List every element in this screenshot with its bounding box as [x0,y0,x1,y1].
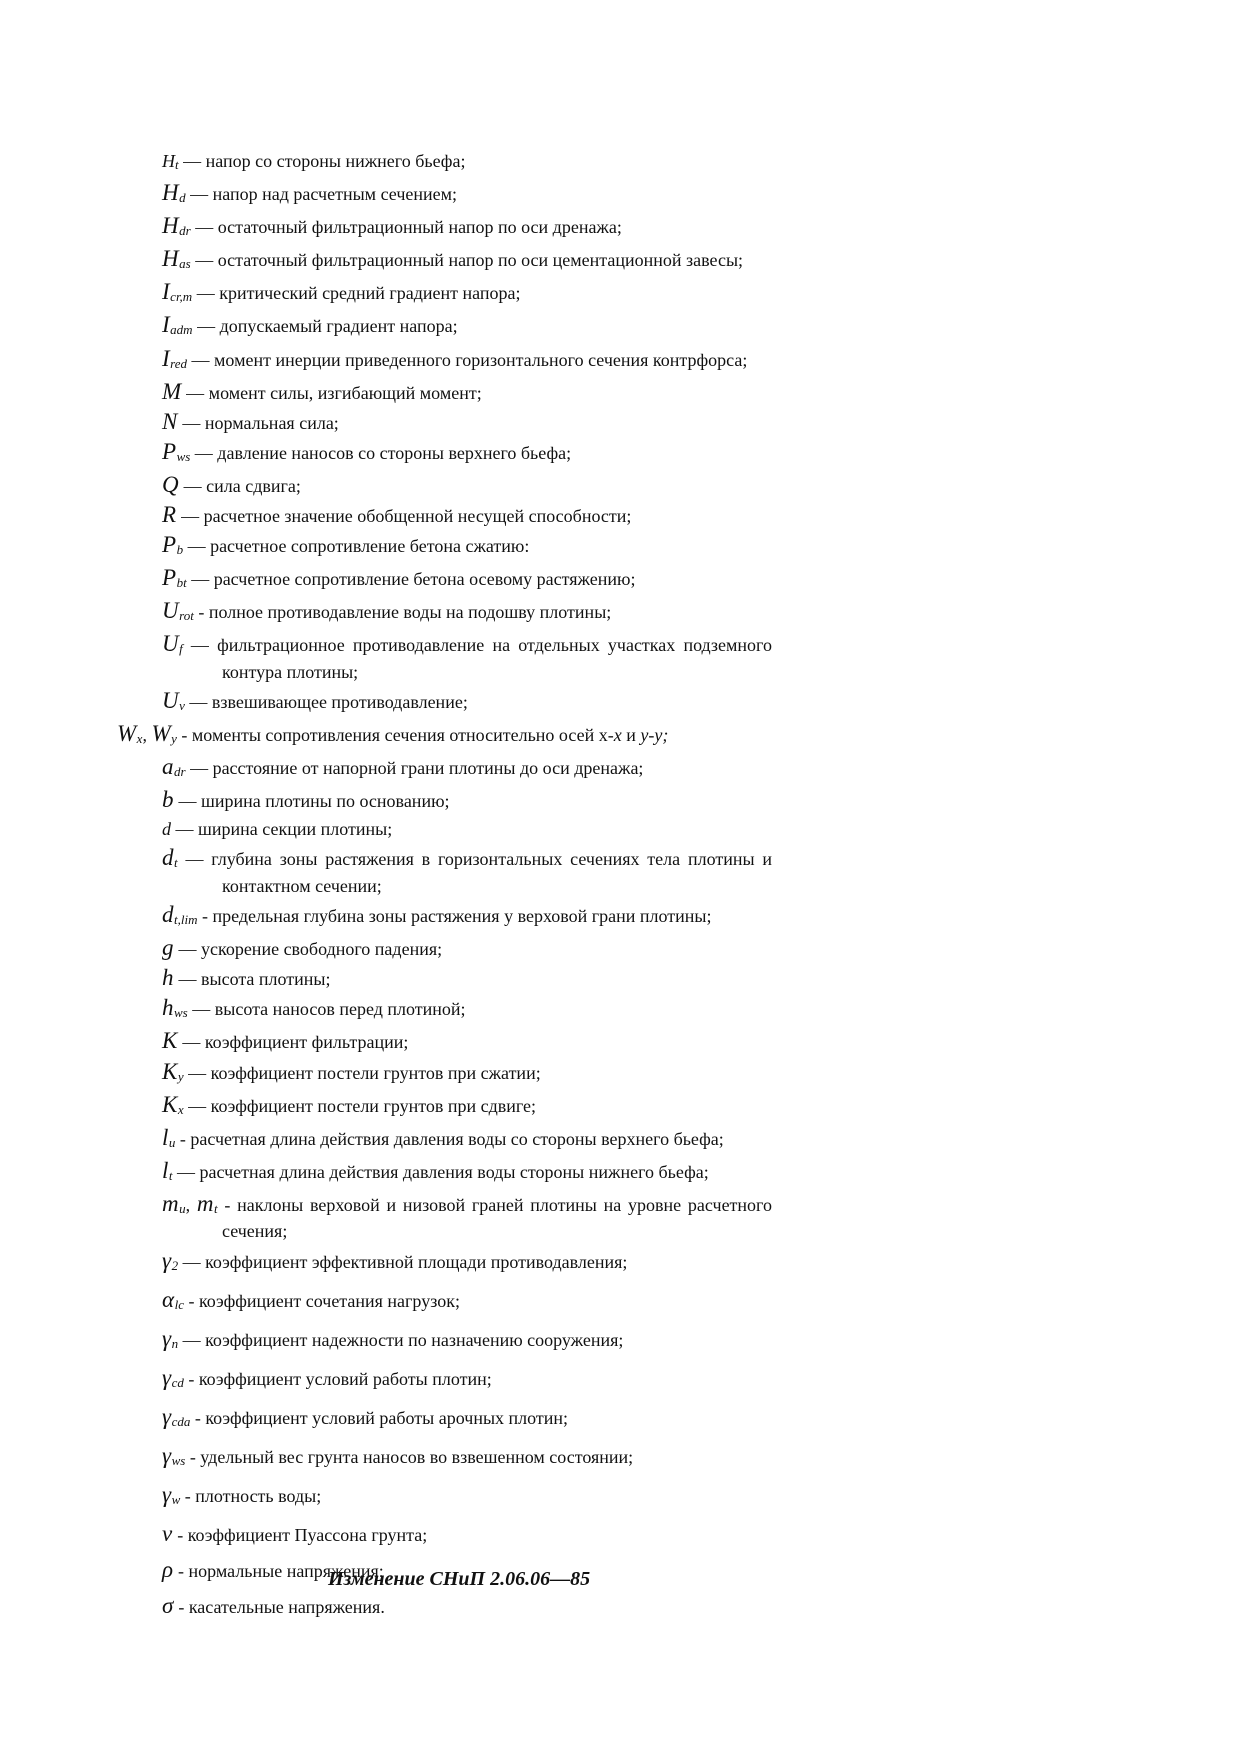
symbol-description: — расчетное значение обобщенной несущей способности; [176,506,632,527]
symbol-subscript: b [176,542,184,558]
symbol-definition-item [162,1126,772,1155]
symbol-description: - расчетная длина действия давления воды со стороны верхнего бьефа; [175,1128,724,1149]
symbol-subscript: cr,m [170,289,193,305]
symbol-subscript: w [171,1491,181,1507]
symbol: Q [162,471,180,497]
symbol: m [162,1190,180,1216]
symbol-subscript: d [179,190,186,206]
symbol-definition-item [162,247,772,276]
axis-dash: - [648,725,655,746]
symbol-description: — коэффициент эффективной площади противодавления; [178,1251,628,1272]
symbol-description: — высота плотины; [174,969,331,990]
symbol-definition-item [162,689,772,718]
symbol: γ [162,1364,172,1390]
symbol-subscript: cd [171,1374,184,1390]
symbol-description: — взвешивающее противодавление; [184,692,468,712]
symbol-subscript: v [179,698,185,713]
symbol-subscript: cda [171,1413,191,1429]
symbol: ρ [162,1556,174,1582]
symbol-definition-item [162,533,772,562]
symbol-description: — высота наносов перед плотиной; [187,999,466,1020]
symbol-definition-item [162,313,772,342]
symbol-definition-item [162,150,772,177]
axis-x: x [613,725,622,746]
symbol-description: — глубина зоны растяжения в горизонтальных сечениях тела плотины и контактном сечении; [177,849,772,896]
symbol-description: — критический средний градиент напора; [192,283,521,304]
symbol-definition-item [162,503,772,529]
symbol: σ [162,1592,174,1618]
symbol-description: - предельная глубина зоны растяжения у верховой грани плотины; [197,906,712,927]
symbol-definition-item [162,380,772,406]
symbol-subscript: t [175,157,179,172]
symbol-subscript: rot [179,608,194,624]
symbol: γ [162,1481,172,1507]
symbol: I [162,345,171,371]
symbol-definition-item [162,936,772,962]
symbol-definition-item [162,903,772,932]
symbol-subscript: n [171,1335,179,1351]
symbol-subscript: ws [176,448,191,464]
symbol: U [162,688,180,713]
symbol-description: - коэффициент условий работы плотин; [183,1368,492,1389]
symbol-subscript: x [136,731,143,747]
symbol-subscript: y [171,731,177,747]
axis-y: y [640,725,649,746]
symbol-description: - моменты сопротивления сечения относительно осей х- [176,725,614,746]
symbol-subscript: dr [179,223,191,239]
symbol: I [162,279,171,305]
symbol-description: — нормальная сила; [177,412,339,433]
symbol: U [162,631,180,657]
symbol-subscript: red [170,355,188,371]
symbol-subscript: u [168,1134,176,1150]
symbol-subscript: y [177,1068,184,1084]
symbol: R [162,502,177,528]
symbol: ν [162,1520,173,1546]
symbol-description: — допускаемый градиент напора; [192,316,458,337]
symbol-description: — давление наносов со стороны верхнего бьефа; [190,442,572,463]
symbol-definition-item [162,473,772,499]
symbol-definition-item [162,1093,772,1122]
symbol-definition-list [117,150,772,1630]
symbol-description: — ускорение свободного падения; [174,939,443,960]
symbol-description: - коэффициент Пуассона грунта; [172,1524,428,1545]
symbol: K [162,1058,178,1084]
symbol-description: — ширина секции плотины; [171,819,393,840]
symbol: H [162,180,180,206]
symbol-definition-item [162,632,772,684]
symbol-definition-item [162,1405,772,1434]
symbol-definition-item [162,440,772,469]
symbol-description: - нормальные напряжения; [173,1560,384,1581]
symbol: γ [162,1442,172,1468]
symbol-definition-item [162,788,772,814]
symbol-subscript: x [177,1101,184,1117]
symbol-definition-item [162,280,772,309]
symbol-subscript: t,lim [174,912,198,928]
symbol-definition-item [162,1522,772,1548]
symbol-description: - касательные напряжения. [173,1596,385,1617]
symbol: P [162,565,177,591]
symbol: l [162,1124,169,1150]
conjunction: и [621,725,641,746]
symbol-definition-item [162,1029,772,1055]
symbol: h [162,995,174,1021]
symbol-description: — расчетное сопротивление бетона осевому растяжению; [186,569,636,590]
symbol-definition-item [162,1594,772,1620]
symbol-definition-item [162,846,772,898]
symbol-subscript: ws [174,1005,188,1021]
symbol-subscript: adm [170,322,193,338]
symbol-description: - наклоны верховой и низовой граней плотины на уровне расчетного сечения; [217,1194,772,1242]
symbol-description: — момент инерции приведенного горизонтального сечения контрфорса; [187,349,748,370]
symbol-definition-item [162,347,772,376]
symbol-description: — напор над расчетным сечением; [185,184,458,205]
symbol-description: - коэффициент сочетания нагрузок; [183,1290,460,1311]
symbol-description: — ширина плотины по основанию; [174,791,450,812]
symbol-description: — расчетное сопротивление бетона сжатию: [183,536,530,557]
symbol-description: — коэффициент постели грунтов при сжатии; [183,1062,541,1083]
symbol-description: - коэффициент условий работы арочных плотин; [190,1407,569,1428]
symbol-description: — коэффициент надежности по назначению сооружения; [178,1329,624,1350]
symbol: M [162,378,182,404]
symbol: N [162,408,178,434]
symbol-definition-item [162,599,772,628]
symbol-description: — остаточный фильтрационный напор по оси цементационной завесы; [190,250,744,271]
symbol-subscript: t [214,1200,218,1216]
symbol: d [162,845,174,871]
symbol: α [162,1286,175,1312]
symbol: d [162,819,171,840]
axis-y: y; [654,725,669,746]
symbol: H [162,246,180,272]
symbol: H [162,213,180,239]
symbol: W [151,721,172,747]
symbol-definition-item [162,755,772,784]
symbol: h [162,965,174,991]
symbol-subscript: bt [176,575,187,591]
symbol-subscript: f [179,641,183,657]
symbol-definition-item [162,966,772,992]
symbol-definition-item [162,410,772,436]
symbol-subscript: ws [171,1452,186,1468]
symbol-definition-item [162,1288,772,1317]
symbol-definition-item: Wx, Wy - моменты сопротивления сечения относительно осей х-x и y-y; [117,721,669,747]
symbol-description: — момент силы, изгибающий момент; [181,382,482,403]
symbol-definition-item [162,1249,772,1278]
symbol-description: — остаточный фильтрационный напор по оси дренажа; [190,217,622,238]
symbol-subscript: u [179,1200,186,1216]
symbol: H [162,151,175,171]
symbol: l [162,1157,169,1183]
symbol: W [117,721,137,747]
page-footer: Изменение СНиП 2.06.06—85 [328,1568,591,1590]
symbol-definition-item [162,1444,772,1473]
symbol-definition-item [162,1159,772,1188]
symbol-description: — сила сдвига; [179,475,301,496]
symbol-subscript: 2 [171,1257,179,1273]
symbol-subscript: lc [174,1296,184,1312]
symbol: b [162,787,174,813]
symbol-subscript: t [168,1167,173,1183]
symbol: γ [162,1247,172,1273]
symbol-description: — коэффициент постели грунтов при сдвиге; [183,1095,537,1116]
symbol: P [162,438,177,464]
symbol-description: — коэффициент фильтрации; [177,1032,409,1053]
symbol: g [162,935,174,961]
symbol-definition-item [162,1060,772,1089]
symbol: a [162,754,174,780]
symbol-definition-item [162,214,772,243]
symbol-definition-item [162,181,772,210]
symbol: γ [162,1403,172,1429]
symbol: I [162,312,171,338]
symbol: γ [162,1325,172,1351]
symbol-definition-item: mu, mt - наклоны верховой и низовой граней плотины на уровне расчетного сечения; [162,1190,772,1242]
symbol-description: — расчетная длина действия давления воды стороны нижнего бьефа; [172,1161,709,1182]
symbol-subscript: as [179,256,191,272]
symbol-definition-item [162,996,772,1025]
symbol-description: — расстояние от напорной грани плотины до оси дренажа; [185,758,644,779]
symbol: U [162,598,180,624]
symbol: d [162,902,174,928]
symbol-description: - удельный вес грунта наносов во взвешенном состоянии; [185,1446,634,1467]
symbol-definition-item [162,818,772,842]
symbol: K [162,1028,178,1054]
symbol-definition-item [162,1366,772,1395]
symbol-description: — напор со стороны нижнего бьефа; [178,151,466,171]
symbol-description: - полное противодавление воды на подошву плотины; [193,602,612,623]
symbol: K [162,1091,178,1117]
symbol-subscript: t [174,855,178,871]
symbol: P [162,532,177,558]
symbol-description: — фильтрационное противодавление на отдельных участках подземного контура плотины; [182,635,772,682]
symbol-definition-item [162,566,772,595]
symbol-definition-item [162,1327,772,1356]
symbol-subscript: dr [174,764,186,780]
symbol-description: - плотность воды; [180,1485,322,1506]
symbol: m [196,1190,215,1216]
symbol-definition-item [162,1483,772,1512]
